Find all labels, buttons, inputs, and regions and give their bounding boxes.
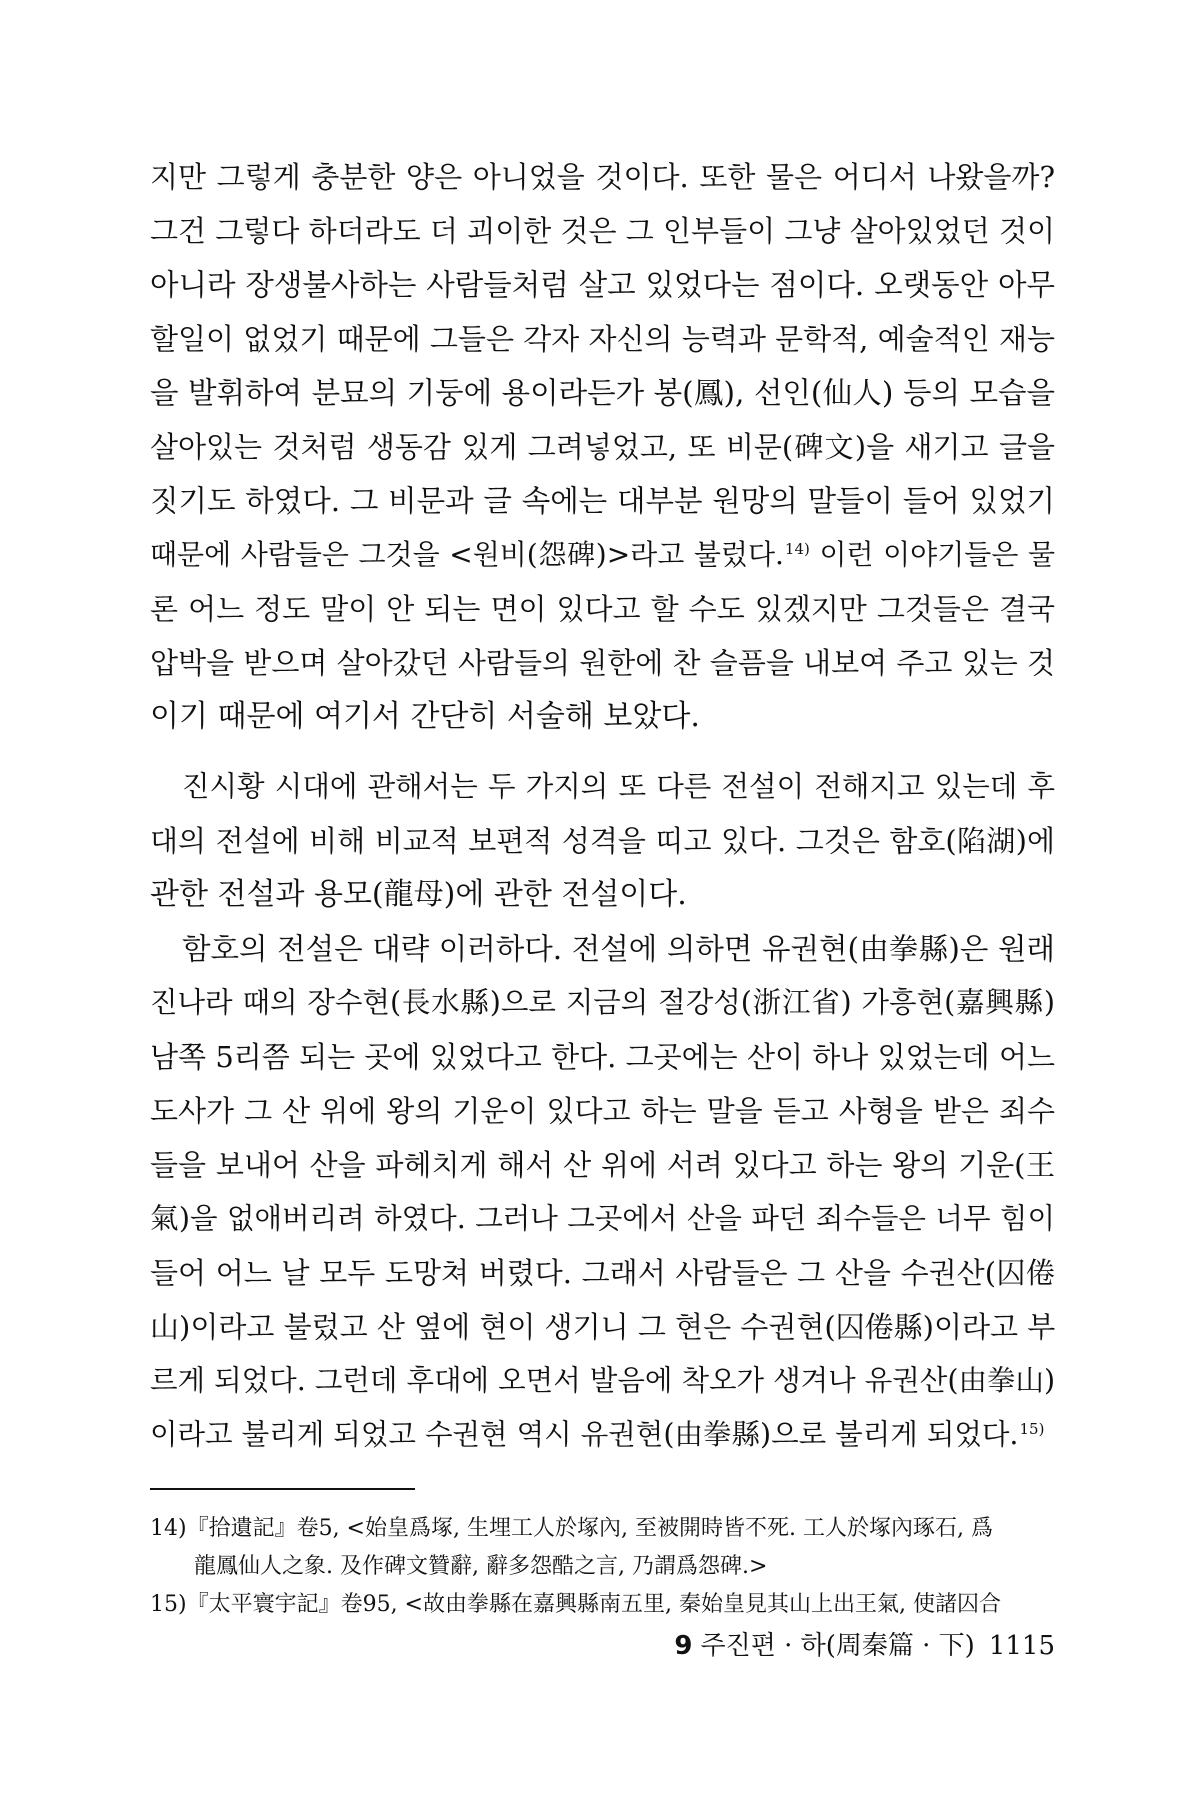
paragraph-2 — [150, 760, 1055, 1462]
text-line: 살아있는 것처럼 생동감 있게 그려넣었고, 또 비문(碑文)을 새기고 글을 — [150, 430, 1055, 464]
text-line: 함호의 전설은 대략 이러하다. 전설에 의하면 유권현(由拳縣)은 원래 — [182, 932, 1055, 966]
text-line: 대의 전설에 비해 비교적 보편적 성격을 띠고 있다. 그것은 함호(陷湖)에 — [150, 824, 1055, 858]
page-number: 1115 — [988, 1631, 1055, 1661]
text-line: 론 어느 정도 말이 안 되는 면이 있다고 할 수도 있겠지만 그것들은 결국 — [150, 592, 1055, 626]
text-line: 짓기도 하였다. 그 비문과 글 속에는 대부분 원망의 말들이 들어 있었기 — [150, 484, 1055, 518]
footnote-ref-14[interactable]: 14) — [784, 539, 810, 558]
footnote-14: 14)『拾遺記』卷5, <始皇爲塚, 生埋工人於塚內, 至被開時皆不死. 工人於塚內琢石, 爲 — [150, 1516, 993, 1541]
text-line: 을 발휘하여 분묘의 기둥에 용이라든가 봉(鳳), 선인(仙人) 등의 모습을 — [150, 376, 1055, 410]
text-line: 진시황 시대에 관해서는 두 가지의 또 다른 전설이 전해지고 있는데 후 — [182, 770, 1055, 803]
text-line: 이기 때문에 여기서 간단히 서술해 보았다. — [150, 699, 700, 734]
footnotes — [150, 1510, 1055, 1624]
text-line: 아니라 장생불사하는 사람들처럼 살고 있었다는 점이다. 오랫동안 아무 — [150, 268, 1055, 302]
text-line: 氣)을 없애버리려 하였다. 그러나 그곳에서 산을 파던 죄수들은 너무 힘이 — [150, 1202, 1055, 1235]
text-line: 들어 어느 날 모두 도망쳐 버렸다. 그래서 사람들은 그 산을 수권산(囚倦 — [150, 1256, 1055, 1290]
footnote-ref-15[interactable]: 15) — [1019, 1419, 1045, 1438]
text-line-with-footnote — [150, 528, 1055, 582]
text-line: 그건 그렇다 하더라도 더 괴이한 것은 그 인부들이 그냥 살아있었던 것이 — [150, 214, 1055, 248]
running-footer — [150, 1625, 1055, 1662]
text-line: 들을 보내어 산을 파헤치게 해서 산 위에 서려 있다고 하는 왕의 기운(王 — [150, 1148, 1055, 1182]
footnote-divider — [150, 1488, 415, 1490]
text-line-with-footnote — [150, 1408, 1055, 1462]
text-segment: 때문에 사람들은 그것을 <원비(怨碑)>라고 불렀다. — [150, 538, 784, 571]
text-line: 남쪽 5리쯤 되는 곳에 있었다고 한다. 그곳에는 산이 하나 있었는데 어느 — [150, 1040, 1055, 1074]
text-segment: 이런 이야기들은 물 — [809, 538, 1056, 571]
text-line: 관한 전설과 용모(龍母)에 관한 전설이다. — [150, 877, 687, 912]
paragraph-1 — [150, 150, 1055, 744]
text-line: 山)이라고 불렀고 산 옆에 현이 생기니 그 현은 수권현(囚倦縣)이라고 부 — [150, 1310, 1056, 1344]
chapter-title: 주진편 · 하(周秦篇 · 下) — [700, 1631, 975, 1661]
text-line: 르게 되었다. 그런데 후대에 오면서 발음에 착오가 생겨나 유권산(由拳山) — [150, 1364, 1056, 1397]
footnote-14-continued: 龍鳳仙人之象. 及作碑文贊辭, 辭多怨酷之言, 乃謂爲怨碑.> — [194, 1554, 768, 1579]
chapter-number: 9 — [674, 1631, 693, 1661]
text-line: 압박을 받으며 살아갔던 사람들의 원한에 찬 슬픔을 내보여 주고 있는 것 — [150, 646, 1055, 680]
book-page — [150, 0, 1055, 1800]
text-line: 진나라 때의 장수현(長水縣)으로 지금의 절강성(浙江省) 가흥현(嘉興縣) — [150, 986, 1055, 1019]
text-line: 지만 그렇게 충분한 양은 아니었을 것이다. 또한 물은 어디서 나왔을까? — [150, 160, 1055, 194]
text-segment: 이라고 불리게 되었고 수권현 역시 유권현(由拳縣)으로 불리게 되었다. — [150, 1418, 1019, 1451]
text-line: 할일이 없었기 때문에 그들은 각자 자신의 능력과 문학적, 예술적인 재능 — [150, 322, 1055, 356]
footnote-15: 15)『太平寰宇記』卷95, <故由拳縣在嘉興縣南五里, 秦始皇見其山上出王氣, 使諸囚合 — [150, 1592, 1001, 1617]
text-line: 도사가 그 산 위에 왕의 기운이 있다고 하는 말을 듣고 사형을 받은 죄수 — [150, 1094, 1055, 1128]
